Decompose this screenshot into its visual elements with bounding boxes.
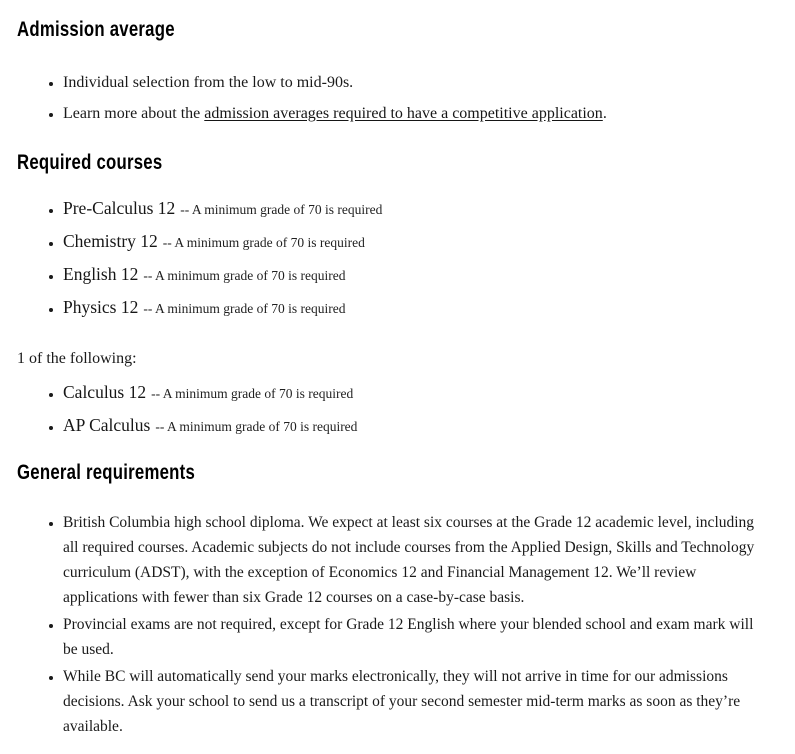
course-item-ap-calculus xyxy=(63,412,763,440)
general-item-diploma xyxy=(63,510,763,610)
course-item-chemistry xyxy=(63,228,763,256)
course-note: -- A minimum grade of 70 is required xyxy=(151,386,354,401)
one-of-following-label: 1 of the following: xyxy=(17,350,137,367)
course-note: -- A minimum grade of 70 is required xyxy=(155,419,358,434)
general-requirements-list xyxy=(17,510,763,739)
course-name: Calculus 12 xyxy=(63,382,147,402)
course-name: English 12 xyxy=(63,264,139,284)
list-item-text: Individual selection from the low to mid-90s. xyxy=(63,74,354,91)
course-note: -- A minimum grade of 70 is required xyxy=(162,235,365,250)
heading-admission-average: Admission average xyxy=(17,17,175,41)
course-name: Pre-Calculus 12 xyxy=(63,198,176,218)
course-item-english xyxy=(63,261,763,289)
course-item-calculus xyxy=(63,379,763,407)
course-note: -- A minimum grade of 70 is required xyxy=(180,202,383,217)
course-item-pre-calculus xyxy=(63,195,763,223)
course-name: AP Calculus xyxy=(63,415,151,435)
alternative-courses-list xyxy=(17,379,763,440)
list-item-learn-more xyxy=(63,101,763,126)
required-courses-list xyxy=(17,195,763,322)
heading-required-courses: Required courses xyxy=(17,150,163,174)
list-item-text: Provincial exams are not required, except for Grade 12 English where your blended school and exam mark will be used. xyxy=(63,616,754,658)
list-item-text: British Columbia high school diploma. We expect at least six courses at the Grade 12 academic level, including all required courses. Academic subjects do not include courses from the Applied Design, Skills and Technology curriculum (ADST), with the exception of Economics 12 and Financial Management 12. We’ll review applications with fewer than six Grade 12 courses on a case-by-case basis. xyxy=(63,514,755,606)
course-name: Physics 12 xyxy=(63,297,139,317)
list-item-individual-selection xyxy=(63,70,763,95)
course-note: -- A minimum grade of 70 is required xyxy=(143,301,346,316)
list-item-text: . xyxy=(602,105,607,122)
list-item-text: While BC will automatically send your marks electronically, they will not arrive in time for our admissions decisions. Ask your school to send us a transcript of your second semester mid-term marks as soon as they’re available. xyxy=(63,668,741,735)
admission-averages-link[interactable]: admission averages required to have a competitive application xyxy=(204,105,603,122)
general-item-provincial-exams xyxy=(63,612,763,662)
list-item-text: Learn more about the xyxy=(63,105,205,122)
course-name: Chemistry 12 xyxy=(63,231,158,251)
course-note: -- A minimum grade of 70 is required xyxy=(143,268,346,283)
heading-general-requirements: General requirements xyxy=(17,460,196,484)
general-item-transcript xyxy=(63,664,763,739)
admission-average-list xyxy=(17,70,763,126)
course-item-physics xyxy=(63,294,763,322)
